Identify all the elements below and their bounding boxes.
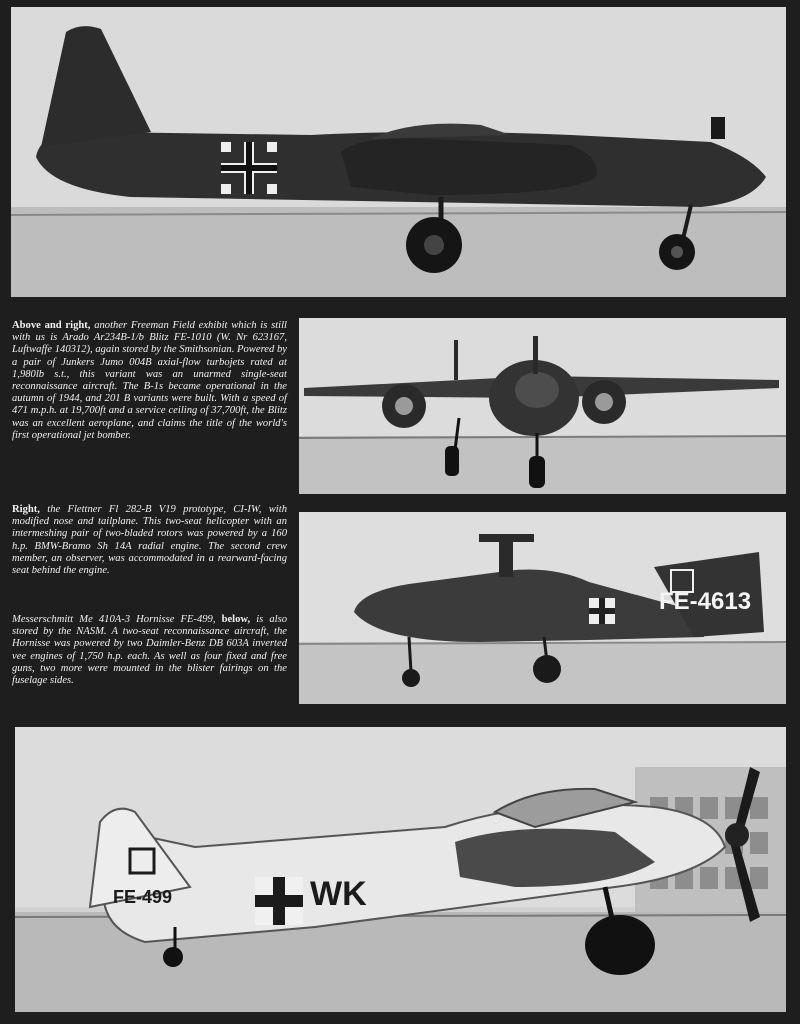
flettner-caption	[12, 504, 287, 577]
hornisse-illustration	[15, 727, 786, 1012]
arado-caption	[12, 320, 287, 442]
messerschmitt-caption-pre: Messerschmitt Me 410A-3 Hornisse FE-499,	[12, 614, 222, 625]
hornisse-tail-marking: FE-499	[113, 887, 173, 907]
messerschmitt-caption	[12, 614, 287, 687]
arado-caption-lead: Above and right,	[12, 320, 91, 331]
flettner-code-marking: FE-4613	[659, 588, 752, 615]
arado-side-photo	[11, 7, 786, 297]
messerschmitt-caption-text: is also stored by the NASM. A two-seat reconnaissance aircraft, the Hornisse was powered by two Daimler-Benz DB 603A inverted vee engines of 1,750 h.p. each. As well as four fixed and free guns, two more were mounted in the blister fairings on the fuselage sides.	[12, 614, 288, 687]
hornisse-cross	[255, 877, 303, 925]
arado-front-photo	[299, 318, 786, 494]
hornisse-photo	[15, 727, 786, 1012]
flettner-caption-lead: Right,	[12, 504, 40, 515]
flettner-caption-text: the Flettner Fl 282-B V19 prototype, CI-IW, with modified nose and tailplane. This two-seat helicopter with an intermeshing pair of two-bladed rotors was powered by a 160 h.p. BMW-Bramo Sh 14A radial engine. The second crew member, an observer, was accommodated in a rearward-facing seat behind the engine.	[12, 504, 287, 577]
flettner-illustration	[299, 512, 786, 704]
hornisse-code-marking: WK	[310, 875, 367, 913]
balkenkreuz-marking	[221, 142, 277, 194]
arado-side-illustration	[11, 7, 786, 297]
flettner-cross	[589, 598, 615, 624]
arado-caption-text: another Freeman Field exhibit which is still with us is Arado Ar234B-1/b Blitz FE-1010 (W. Nr 623167, Luftwaffe 140312), again stored by the Smithsonian. Powered by a pair of Junkers Jumo 004B axial-flow turbojets rated at 1,980lb s.t., this variant was an unarmed single-seat reconnaissance aircraft. The B-1s became operational in the autumn of 1944, and 201 B variants were built. With a speed of 471 m.p.h. at 19,700ft and a service ceiling of 37,700ft, the Blitz was an excellent aeroplane, and claims the title of the world's first operational jet bomber.	[12, 320, 288, 441]
messerschmitt-caption-lead: below,	[221, 614, 251, 625]
arado-front-illustration	[299, 318, 786, 494]
flettner-photo	[299, 512, 786, 704]
